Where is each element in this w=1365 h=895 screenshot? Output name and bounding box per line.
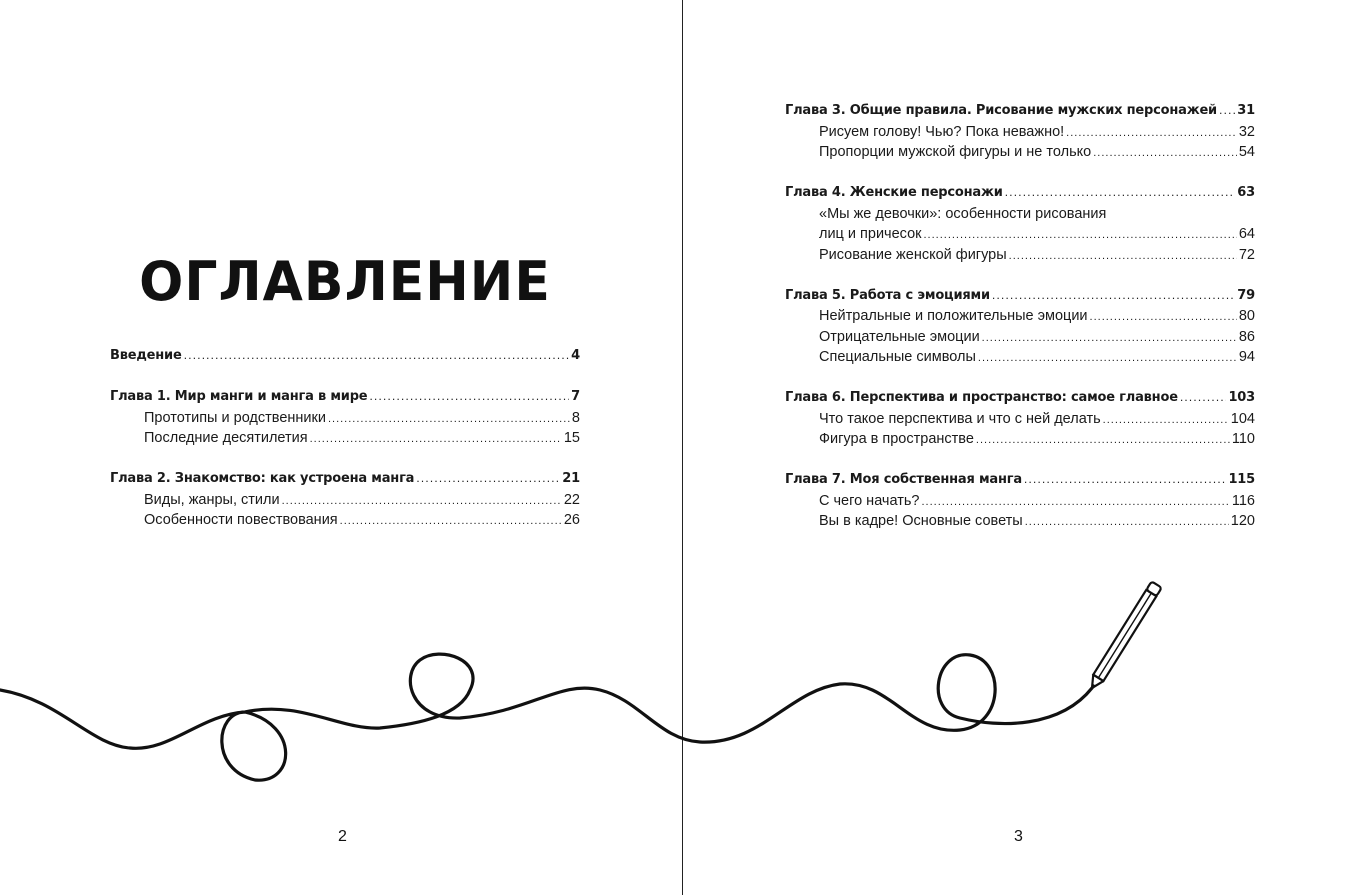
toc-entry-page: 94 xyxy=(1238,349,1255,365)
toc-entry-title: «Мы же девочки»: особенности рисования xyxy=(819,205,1107,222)
toc-entry-title: Глава 1. Мир манги и манга в мире xyxy=(110,389,368,404)
toc-entry-title: Глава 4. Женские персонажи xyxy=(785,185,1003,200)
toc-entry-title: Специальные символы xyxy=(819,349,976,365)
pencil-icon xyxy=(1087,581,1162,691)
toc-entry-page: 15 xyxy=(563,430,580,446)
toc-entry-title: Рисуем голову! Чью? Пока неважно! xyxy=(819,123,1065,140)
toc-entry-page: 21 xyxy=(562,471,580,486)
toc-entry-page: 86 xyxy=(1238,328,1255,345)
toc-entry-page: 80 xyxy=(1238,308,1255,324)
toc-entry-title: Глава 6. Перспектива и пространство: самое главное xyxy=(785,390,1178,405)
toc-entry-title: Глава 7. Моя собственная манга xyxy=(785,472,1022,487)
toc-entry-title: Отрицательные эмоции xyxy=(819,328,980,345)
toc-entry-page: 104 xyxy=(1230,410,1255,427)
toc-entry-page: 64 xyxy=(1238,226,1255,242)
toc-entry-page: 8 xyxy=(571,409,580,426)
toc-entry-title: Глава 2. Знакомство: как устроена манга xyxy=(110,471,415,486)
toc-entry-page: 32 xyxy=(1238,123,1255,140)
toc-entry-title: Вы в кадре! Основные советы xyxy=(819,513,1023,529)
page-number-right: 3 xyxy=(1014,828,1023,845)
toc-entry-page: 120 xyxy=(1230,513,1255,529)
toc-entry-title: лиц и причесок xyxy=(819,226,922,242)
toc-entry-title: Фигура в пространстве xyxy=(819,431,974,447)
toc-entry-page: 7 xyxy=(571,389,580,404)
toc-entry-title: Пропорции мужской фигуры и не только xyxy=(819,144,1092,160)
toc-entry-title: С чего начать? xyxy=(819,492,920,509)
toc-entry-page: 22 xyxy=(563,491,580,508)
toc-entry-title: Рисование женской фигуры xyxy=(819,246,1007,263)
toc-entry-page: 72 xyxy=(1238,246,1255,263)
toc-entry-title: Глава 3. Общие правила. Рисование мужских персонажей xyxy=(785,103,1217,118)
toc-entry-title: Особенности повествования xyxy=(144,512,338,528)
toc-entry-title: Глава 5. Работа с эмоциями xyxy=(785,287,990,303)
toc-entry-page: 63 xyxy=(1237,185,1255,200)
page-title: ОГЛАВЛЕНИЕ xyxy=(139,250,551,314)
toc-entry-page: 31 xyxy=(1237,103,1255,118)
toc-entry-page: 115 xyxy=(1228,472,1255,487)
toc-entry-title: Прототипы и родственники xyxy=(144,409,326,426)
toc-entry-page: 26 xyxy=(563,512,580,528)
toc-entry-title: Нейтральные и положительные эмоции xyxy=(819,308,1088,324)
toc-entry-title: Введение xyxy=(110,348,182,363)
squiggle-path xyxy=(0,654,1092,780)
toc-entry-page: 110 xyxy=(1231,431,1255,447)
toc-entry-page: 4 xyxy=(571,348,580,363)
toc-entry-page: 79 xyxy=(1237,287,1255,303)
toc-entry-page: 116 xyxy=(1231,492,1255,509)
page-number-left: 2 xyxy=(338,828,347,845)
toc-entry-title: Виды, жанры, стили xyxy=(144,491,280,508)
toc-entry-title: Что такое перспектива и что с ней делать xyxy=(819,410,1101,427)
toc-entry-title: Последние десятилетия xyxy=(144,430,308,446)
toc-entry-page: 103 xyxy=(1228,390,1255,405)
toc-entry-page: 54 xyxy=(1238,144,1255,160)
